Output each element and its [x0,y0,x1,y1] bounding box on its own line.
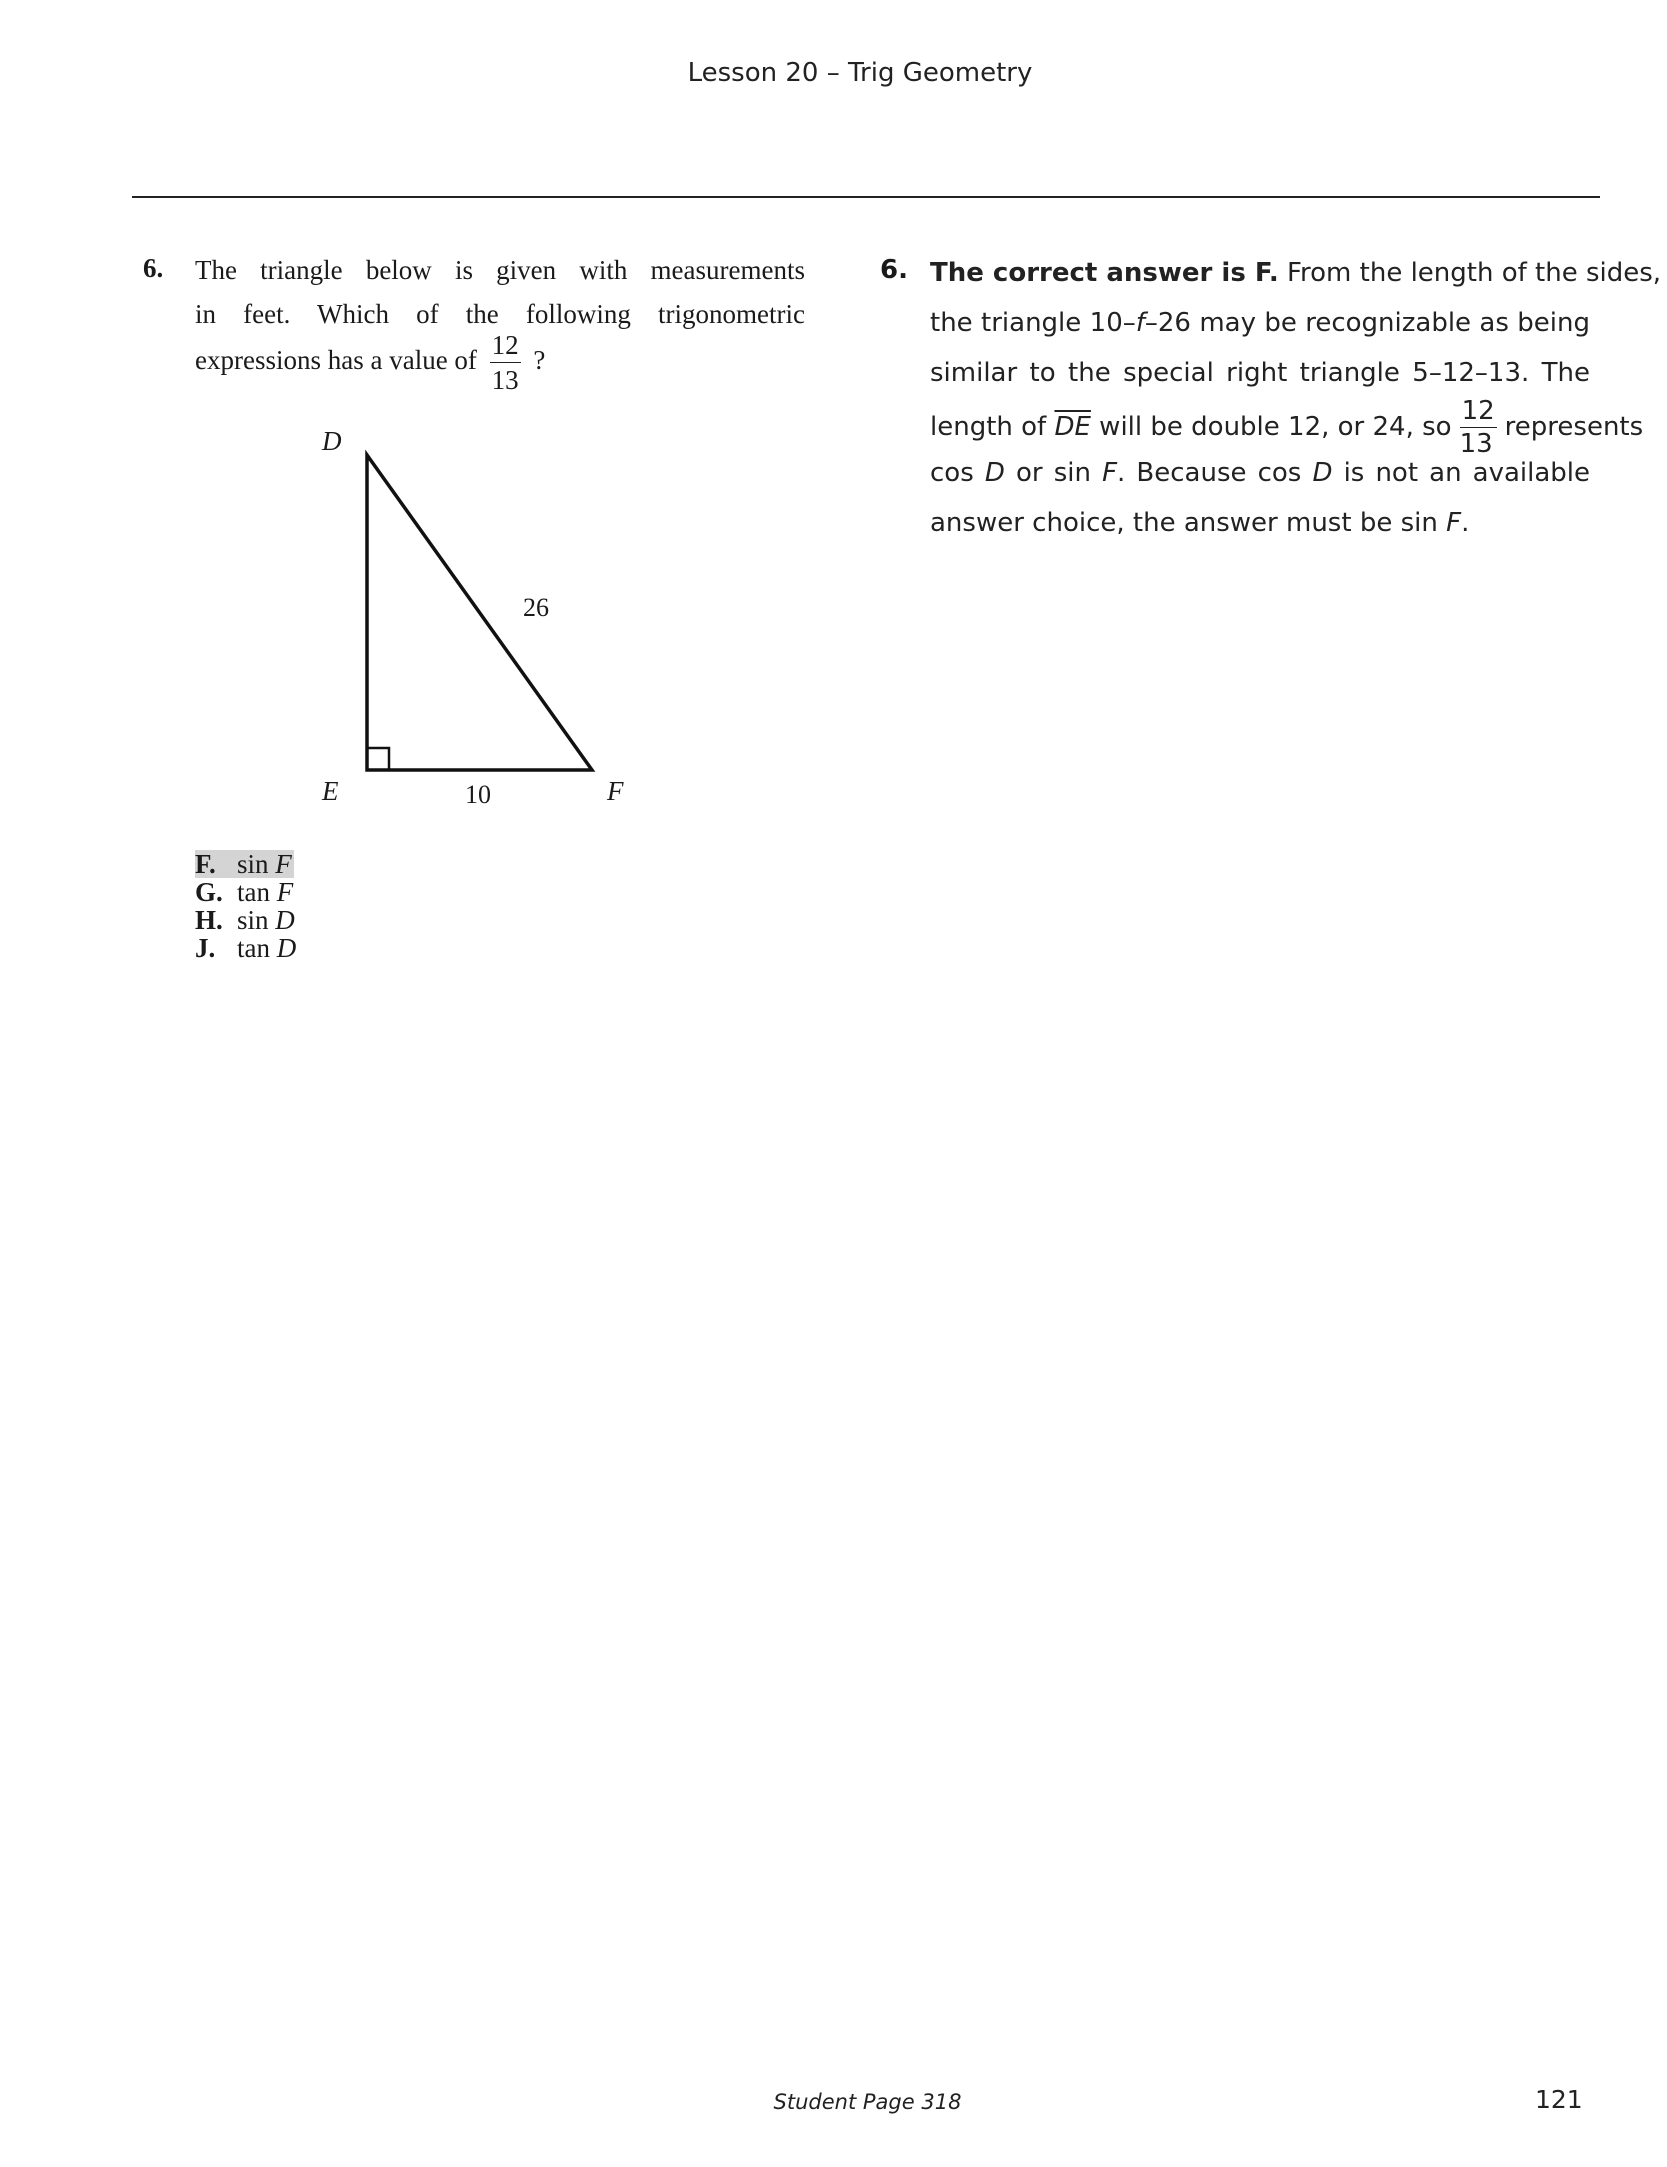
answer-line-2 [930,298,1590,348]
answer-line-3: similar to the special right triangle 5–12–13. The [930,358,1590,388]
answer-line-6 [930,498,1590,548]
answer-var: f [1135,308,1145,338]
page-number: 121 [1535,2085,1583,2114]
right-angle-marker [367,748,389,770]
answer-explanation [930,248,1662,548]
answer-text: From the length of the sides, [1278,258,1662,288]
question-line-1: The triangle below is given with measurements [195,255,805,285]
choice-h[interactable] [195,906,296,934]
choice-letter: F. [195,849,216,879]
answer-text: will be double 12, or 24, so [1090,412,1452,442]
choice-var: F [276,877,294,907]
choice-var: F [275,849,292,879]
answer-var: D [984,458,1005,488]
triangle-def [367,455,592,770]
answer-text: answer choice, the answer must be sin [930,508,1447,538]
question-mark: ? [533,345,546,376]
choice-var: D [276,933,297,963]
answer-var: F [1102,458,1118,488]
answer-line-5 [930,448,1590,498]
choice-func: tan [237,933,270,963]
answer-choices [195,850,296,962]
student-page-reference: Student Page 318 [773,2090,962,2114]
answer-text: . [1461,508,1470,538]
hypotenuse-length-label: 26 [523,593,549,622]
answer-text: cos [930,458,985,488]
answer-number: 6. [880,255,908,285]
vertex-label-d: D [322,426,342,456]
answer-text: the triangle 10– [930,308,1136,338]
choice-func: tan [237,877,270,907]
answer-var: D [1312,458,1333,488]
fraction-numerator: 12 [1461,396,1495,426]
answer-lead: The correct answer is F. [930,258,1279,288]
choice-func: sin [237,905,269,935]
question-number: 6. [143,253,164,283]
choice-j[interactable] [195,934,296,962]
answer-text: represents [1504,412,1644,442]
vertex-label-f: F [607,776,624,806]
fraction-denominator: 13 [491,365,519,395]
answer-line-4 [930,396,1644,459]
question-line-2: in feet. Which of the following trigonometric [195,299,805,329]
segment-de: $\overline{DE}$ [1054,412,1091,442]
question-line-3-text: expressions has a value of [195,345,477,376]
base-length-label: 10 [465,780,491,809]
answer-text: is not an available [1332,458,1591,488]
page-header-title: Lesson 20 – Trig Geometry [687,58,1033,88]
answer-text: or sin [1004,458,1103,488]
choice-func: sin [237,849,269,879]
answer-line-1 [930,248,1662,298]
answer-text: . Because cos [1117,458,1313,488]
choice-var: D [275,905,295,935]
vertex-label-e: E [322,776,339,806]
fraction-denominator: 13 [1459,429,1493,459]
fraction-numerator: 12 [490,332,521,363]
choice-letter: J. [195,933,216,963]
choice-g[interactable] [195,878,296,906]
answer-var: F [1446,508,1462,538]
answer-text: length of [930,412,1055,442]
choice-f[interactable] [195,850,294,878]
choice-letter: G. [195,877,223,907]
answer-text: –26 may be recognizable as being [1144,308,1590,338]
choice-letter: H. [195,905,223,935]
